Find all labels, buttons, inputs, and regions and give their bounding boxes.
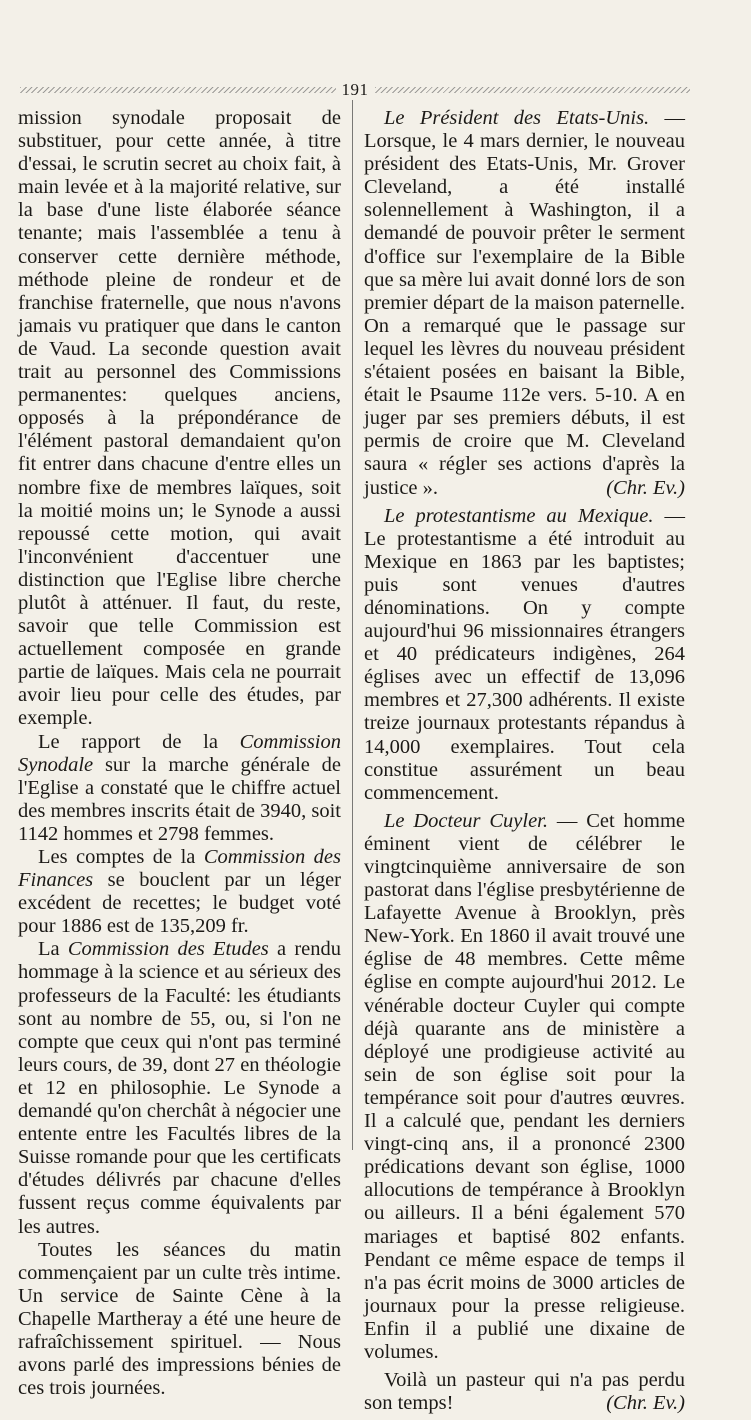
article-president-title: Le Président des Etats-Unis.: [384, 107, 650, 129]
column-divider: [352, 100, 353, 1150]
page-header: [20, 80, 690, 100]
paragraph-commission-finances: Les comptes de la Commission des Finances se bouclent par un léger excédent de recettes; le budget voté pour 1886 est de 135,209 fr.: [18, 846, 341, 938]
source-credit: (Chr. Ev.): [606, 476, 685, 499]
article-cuyler-end: Voilà un pasteur qui n'a pas perdu son temps! (Chr. Ev.): [364, 1369, 685, 1415]
header-rule-right: [375, 87, 691, 93]
page-number: 191: [341, 80, 369, 99]
article-mexique-title: Le protestantisme au Mexique.: [384, 504, 654, 527]
paragraph-seances: Toutes les séances du matin commençaient par un culte très intime. Un service de Sainte Cène à la Chapelle Martheray a été une heure de rafraîchissement spirituel. — Nous avons parlé des impressions bénies de ces trois journées.: [18, 1238, 341, 1400]
article-president: Le Président des Etats-Unis. — Lorsque, le 4 mars dernier, le nouveau président des Etats-Unis, Mr. Grover Cleveland, a été installé solennellement à Washington, il a demandé de pouvoir prêter le serment d'office sur l'exemplaire de la Bible que sa mère lui avait donné lors de son premier départ de la maison paternelle. On a remarqué que le passage sur lequel les lèvres du nouveau président s'étaient posées en baisant la Bible, était le Psaume 112e vers. 5-10. A en juger par ses premiers débuts, il est permis de croire que M. Cleveland saura « régler ses actions d'après la justice ». (Chr. Ev.): [364, 107, 686, 499]
paragraph-voting: mission synodale proposait de substituer, pour cette année, à titre d'essai, le scrutin secret au choix fait, à main levée et à la majorité relative, sur la base d'une liste élaborée séance tenante; mais l'assemblée a tenu à conserver cette dernière méthode, méthode pleine de rondeur et de franchise fraternelle, que nous n'avons jamais vu pratiquer que dans le canton de Vaud. La seconde question avait trait au personnel des Commissions permanentes: quelques anciens, opposés à la prépondérance de l'élément pastoral demandaient qu'on fit entrer dans chacune d'entre elles un nombre fixe de membres laïques, soit la moitié moins un; le Synode a aussi repoussé cette motion, qui avait l'inconvénient d'accentuer une distinction que l'Eglise libre cherche plutôt à atténuer. Il faut, du reste, savoir que telle Commission est actuellement composée en grande partie de laïques. Mais cela ne pourrait avoir lieu pour celle des études, par exemple.: [18, 107, 341, 730]
left-column: [18, 107, 341, 1400]
article-cuyler-title: Le Docteur Cuyler.: [384, 809, 549, 832]
paragraph-commission-etudes: La Commission des Etudes a rendu hommage à la science et au sérieux des professeurs de la Faculté: les étudiants sont au nombre de 55, ou, si l'on ne compte que ceux qui n'ont pas terminé leurs cours, de 39, dont 27 en théologie et 12 en philosophie. Le Synode a demandé qu'on cherchât à négocier une entente entre les Facultés libres de la Suisse romande pour que les certificats d'études délivrés par chacune d'elles fussent reçus comme équivalents par les autres.: [18, 938, 341, 1238]
header-rule-left: [20, 87, 336, 93]
article-mexique: Le protestantisme au Mexique. — Le protestantisme a été introduit au Mexique en 1863 par les baptistes; puis sont venues d'autres dénominations. On y compte aujourd'hui 96 missionnaires étrangers et 40 prédicateurs indigènes, 264 églises avec un effectif de 13,096 membres et 27,300 adhérents. Il existe treize journaux protestants répandus à 14,000 exemplaires. Tout cela constitue assurément un beau commencement.: [364, 504, 686, 804]
right-column: [364, 107, 685, 1420]
article-cuyler: Le Docteur Cuyler. — Cet homme éminent vient de célébrer le vingtcinquième anniversaire de son pastorat dans l'église presbytérienne de Lafayette Avenue à Brooklyn, près New-York. En 1860 il avait trouvé une église de 48 membres. Cette même église en compte aujourd'hui 2012. Le vénérable docteur Cuyler qui compte déjà quarante ans de ministère a déployé une prodigieuse activité au sein de son église soit pour la tempérance soit pour d'autres œuvres. Il a calculé que, pendant les derniers vingt-cinq ans, il a prononcé 2300 prédications devant son église, 1000 allocutions de tempérance à Brooklyn ou ailleurs. Il a béni également 570 mariages et baptisé 802 enfants. Pendant ce même espace de temps il n'a pas écrit moins de 3000 articles de journaux pour la presse religieuse. Enfin il a publié une dixaine de volumes.: [364, 809, 685, 1363]
source-credit: (Chr. Ev.): [606, 1392, 685, 1415]
paragraph-commission-synodale: Le rapport de la Commission Synodale sur la marche générale de l'Eglise a constaté que le chiffre actuel des membres inscrits était de 3940, soit 1142 hommes et 2798 femmes.: [18, 730, 341, 845]
